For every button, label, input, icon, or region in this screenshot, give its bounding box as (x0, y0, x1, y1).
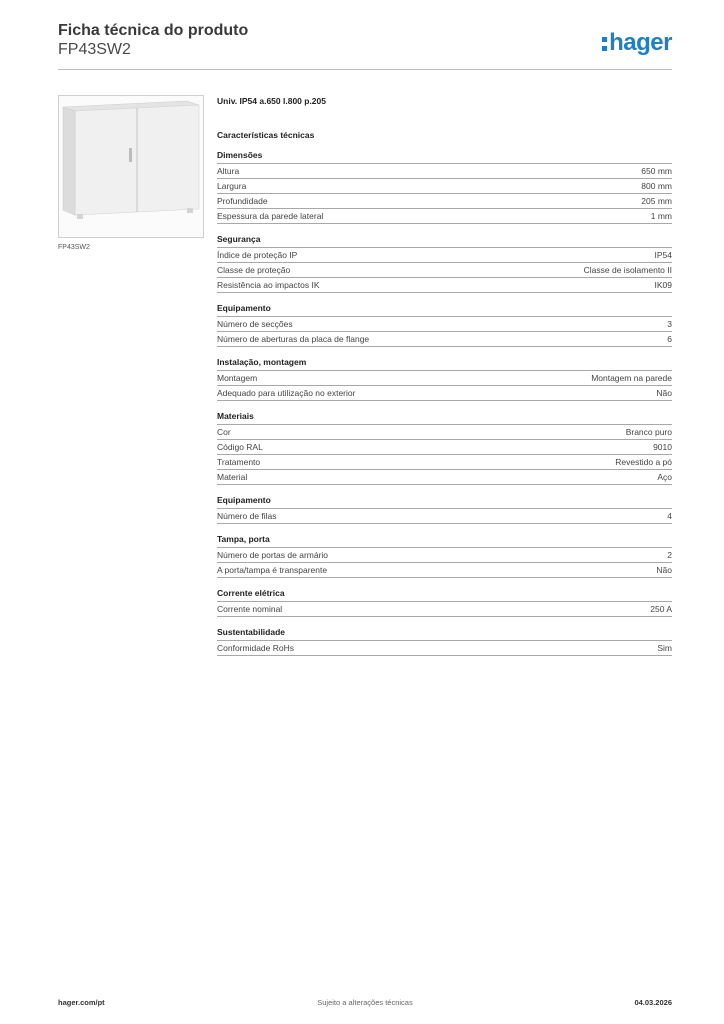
spec-label: Altura (217, 166, 240, 176)
spec-row (217, 179, 672, 194)
cabinet-illustration (59, 96, 203, 237)
spec-group-title: Sustentabilidade (217, 626, 672, 641)
spec-group-title: Corrente elétrica (217, 587, 672, 602)
spec-group (217, 149, 672, 224)
spec-row (217, 563, 672, 578)
spec-row (217, 248, 672, 263)
spec-label: Número de portas de armário (217, 550, 329, 560)
spec-label: Montagem (217, 373, 258, 383)
spec-value: 3 (667, 319, 672, 329)
spec-label: Número de filas (217, 511, 277, 521)
spec-value: Montagem na parede (591, 373, 672, 383)
spec-group (217, 233, 672, 293)
header-divider (58, 69, 672, 70)
spec-group (217, 356, 672, 401)
footer-date: 04.03.2026 (634, 998, 672, 1007)
spec-value: Aço (657, 472, 672, 482)
spec-label: Conformidade RoHs (217, 643, 295, 653)
spec-label: Classe de proteção (217, 265, 291, 275)
spec-group-title: Tampa, porta (217, 533, 672, 548)
spec-row (217, 470, 672, 485)
spec-group (217, 587, 672, 617)
spec-group-title: Segurança (217, 233, 672, 248)
spec-value: Revestido a pó (615, 457, 672, 467)
spec-row (217, 209, 672, 224)
spec-row (217, 278, 672, 293)
spec-label: Índice de proteção IP (217, 250, 298, 260)
spec-group (217, 302, 672, 347)
product-image (58, 95, 204, 238)
spec-label: Resistência ao impactos IK (217, 280, 320, 290)
spec-row (217, 455, 672, 470)
spec-groups (217, 149, 672, 656)
spec-group (217, 533, 672, 578)
spec-row (217, 425, 672, 440)
spec-row (217, 371, 672, 386)
spec-group-title: Instalação, montagem (217, 356, 672, 371)
spec-group (217, 494, 672, 524)
product-code: FP43SW2 (58, 41, 131, 58)
spec-label: Corrente nominal (217, 604, 283, 614)
spec-group-title: Equipamento (217, 494, 672, 509)
spec-label: Número de secções (217, 319, 293, 329)
logo-dots-icon (602, 37, 607, 51)
document-title: Ficha técnica do produto (58, 22, 249, 39)
spec-group-title: Materiais (217, 410, 672, 425)
spec-value: IP54 (654, 250, 672, 260)
spec-value: Não (656, 388, 672, 398)
spec-label: Número de aberturas da placa de flange (217, 334, 370, 344)
spec-sheet (217, 96, 672, 656)
footer-notice: Sujeito a alterações técnicas (317, 998, 413, 1007)
spec-row (217, 548, 672, 563)
spec-row (217, 263, 672, 278)
spec-value: Não (656, 565, 672, 575)
spec-value: 6 (667, 334, 672, 344)
spec-row (217, 386, 672, 401)
spec-group (217, 626, 672, 656)
spec-row (217, 332, 672, 347)
spec-label: A porta/tampa é transparente (217, 565, 328, 575)
spec-row (217, 509, 672, 524)
spec-row (217, 317, 672, 332)
spec-value: Sim (657, 643, 672, 653)
spec-value: Branco puro (625, 427, 672, 437)
spec-row (217, 194, 672, 209)
section-heading: Características técnicas (217, 130, 315, 140)
spec-label: Material (217, 472, 248, 482)
spec-value: Classe de isolamento II (583, 265, 672, 275)
spec-label: Cor (217, 427, 231, 437)
spec-row (217, 602, 672, 617)
spec-label: Código RAL (217, 442, 263, 452)
spec-label: Espessura da parede lateral (217, 211, 324, 221)
spec-label: Profundidade (217, 196, 268, 206)
spec-label: Largura (217, 181, 247, 191)
logo-text: hager (609, 29, 672, 56)
spec-value: 205 mm (641, 196, 672, 206)
product-name: Univ. IP54 a.650 l.800 p.205 (217, 96, 326, 106)
spec-value: 9010 (653, 442, 672, 452)
spec-label: Adequado para utilização no exterior (217, 388, 356, 398)
spec-value: 1 mm (650, 211, 672, 221)
spec-value: 4 (667, 511, 672, 521)
spec-label: Tratamento (217, 457, 261, 467)
footer-website: hager.com/pt (58, 998, 105, 1007)
spec-value: 250 A (650, 604, 672, 614)
spec-group-title: Dimensões (217, 149, 672, 164)
spec-row (217, 641, 672, 656)
spec-group-title: Equipamento (217, 302, 672, 317)
spec-value: 2 (667, 550, 672, 560)
hager-logo (602, 30, 672, 56)
spec-row (217, 164, 672, 179)
image-caption: FP43SW2 (58, 244, 90, 251)
page-header (58, 22, 672, 70)
spec-value: IK09 (654, 280, 672, 290)
spec-row (217, 440, 672, 455)
spec-value: 800 mm (641, 181, 672, 191)
spec-value: 650 mm (641, 166, 672, 176)
spec-group (217, 410, 672, 485)
